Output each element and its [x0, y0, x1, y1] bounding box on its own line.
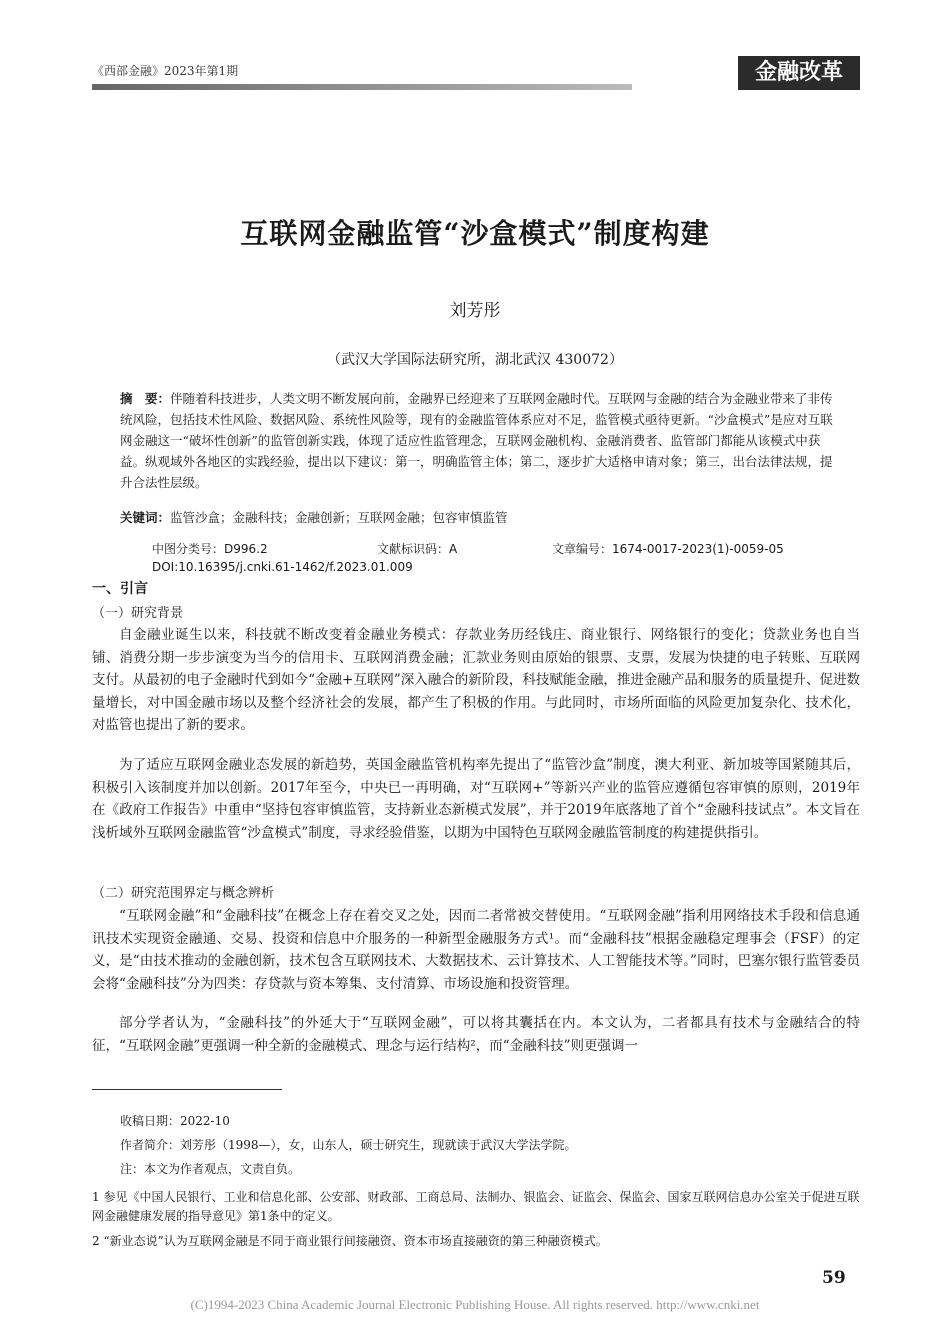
- clc-number: 中图分类号：D996.2: [152, 542, 268, 556]
- footnote: 2 “新业态说”认为互联网金融是不同于商业银行间接融资、资本市场直接融资的第三种融资模式。: [92, 1234, 608, 1248]
- footnote: 1 参见《中国人民银行、工业和信息化部、公安部、财政部、工商总局、法制办、银监会、证监会、保监会、国家互联网信息办公室关于促进互联网金融健康发展的指导意见》第1条中的定义。: [92, 1190, 860, 1223]
- abstract-label: 摘 要：: [120, 391, 171, 406]
- keywords-text: 监管沙盒；金融科技；金融创新；互联网金融；包容审慎监管: [170, 510, 508, 525]
- received-date: 收稿日期：2022-10: [120, 1114, 230, 1128]
- keywords: [120, 507, 840, 528]
- abstract: [120, 388, 840, 493]
- section-badge: 金融改革: [738, 56, 860, 90]
- section-heading: 一、引言: [92, 581, 148, 597]
- journal-issue-label: 《西部金融》2023年第1期: [92, 64, 239, 78]
- article-title: 互联网金融监管“沙盒模式”制度构建: [240, 217, 710, 250]
- subsection-heading: （一）研究背景: [92, 606, 184, 621]
- paragraph: “互联网金融”和“金融科技”在概念上存在着交叉之处，因而二者常被交替使用。“互联网金融”指利用网络技术手段和信息通讯技术实现资金融通、交易、投资和信息中介服务的一种新型金融服务方式¹。而“金融科技”根据金融稳定理事会（FSF）的定义，是“由技术推动的金融创新，技术包含互联网技术、大数据技术、云计算技术、人工智能技术等。”同时，巴塞尔银行监管委员会将“金融科技”分为四类：存贷款与资本筹集、支付清算、市场设施和投资管理。: [92, 908, 860, 992]
- author-bio: 作者简介：刘芳彤（1998—），女，山东人，硕士研究生，现就读于武汉大学法学院。: [120, 1138, 577, 1152]
- doi: DOI:10.16395/j.cnki.61-1462/f.2023.01.009: [152, 560, 413, 574]
- page-number: 59: [822, 1268, 846, 1288]
- document-code: 文献标识码：A: [377, 542, 458, 556]
- abstract-text: 伴随着科技进步，人类文明不断发展向前，金融界已经迎来了互联网金融时代。互联网与金融的结合为金融业带来了非传统风险，包括技术性风险、数据风险、系统性风险等，现有的金融监管体系应对不足，监管模式亟待更新。“沙盒模式”是应对互联网金融这一“破坏性创新”的监管创新实践，体现了适应性监管理念，互联网金融机构、金融消费者、监管部门都能从该模式中获益。纵观域外各地区的实践经验，提出以下建议：第一，明确监管主体；第二，逐步扩大适格申请对象；第三，出台法律法规，提升合法性层级。: [120, 391, 833, 490]
- author-affiliation: （武汉大学国际法研究所，湖北武汉 430072）: [327, 352, 623, 368]
- author-note: 注：本文为作者观点，文责自负。: [120, 1162, 301, 1176]
- subsection-heading: （二）研究范围界定与概念辨析: [92, 886, 275, 901]
- paragraph: 自金融业诞生以来，科技就不断改变着金融业务模式：存款业务历经钱庄、商业银行、网络银行的变化；贷款业务也自当铺、消费分期一步步演变为当今的信用卡、互联网消费金融；汇款业务则由原始的银票、支票，发展为快捷的电子转账、互联网支付。从最初的电子金融时代到如今“金融+互联网”深入融合的新阶段，科技赋能金融，推进金融产品和服务的质量提升、促进数量增长，对中国金融市场以及整个经济社会的发展，都产生了积极的作用。与此同时，市场所面临的风险更加复杂化、技术化，对监管也提出了新的要求。: [92, 627, 860, 733]
- keywords-label: 关键词：: [120, 510, 171, 525]
- article-number: 文章编号：1674-0017-2023(1)-0059-05: [552, 542, 784, 556]
- header-rule: [92, 84, 632, 90]
- footnote-rule: [92, 1089, 282, 1090]
- author-name: 刘芳彤: [449, 301, 501, 321]
- copyright-watermark: (C)1994-2023 China Academic Journal Electronic Publishing House. All rights reserved. http://www.cnki.net: [190, 1297, 760, 1312]
- paragraph: 部分学者认为，“金融科技”的外延大于“互联网金融”，可以将其囊括在内。本文认为，二者都具有技术与金融结合的特征，“互联网金融”更强调一种全新的金融模式、理念与运行结构²，而“金融科技”则更强调一: [92, 1015, 860, 1054]
- paragraph: 为了适应互联网金融业态发展的新趋势，英国金融监管机构率先提出了“监管沙盒”制度，澳大利亚、新加坡等国紧随其后，积极引入该制度并加以创新。2017年至今，中央已一再明确，对“互联网+”等新兴产业的监管应遵循包容审慎的原则，2019年在《政府工作报告》中重申“坚持包容审慎监管，支持新业态新模式发展”，并于2019年底落地了首个“金融科技试点”。本文旨在浅析域外互联网金融监管“沙盒模式”制度，寻求经验借鉴，以期为中国特色互联网金融监管制度的构建提供指引。: [92, 757, 860, 841]
